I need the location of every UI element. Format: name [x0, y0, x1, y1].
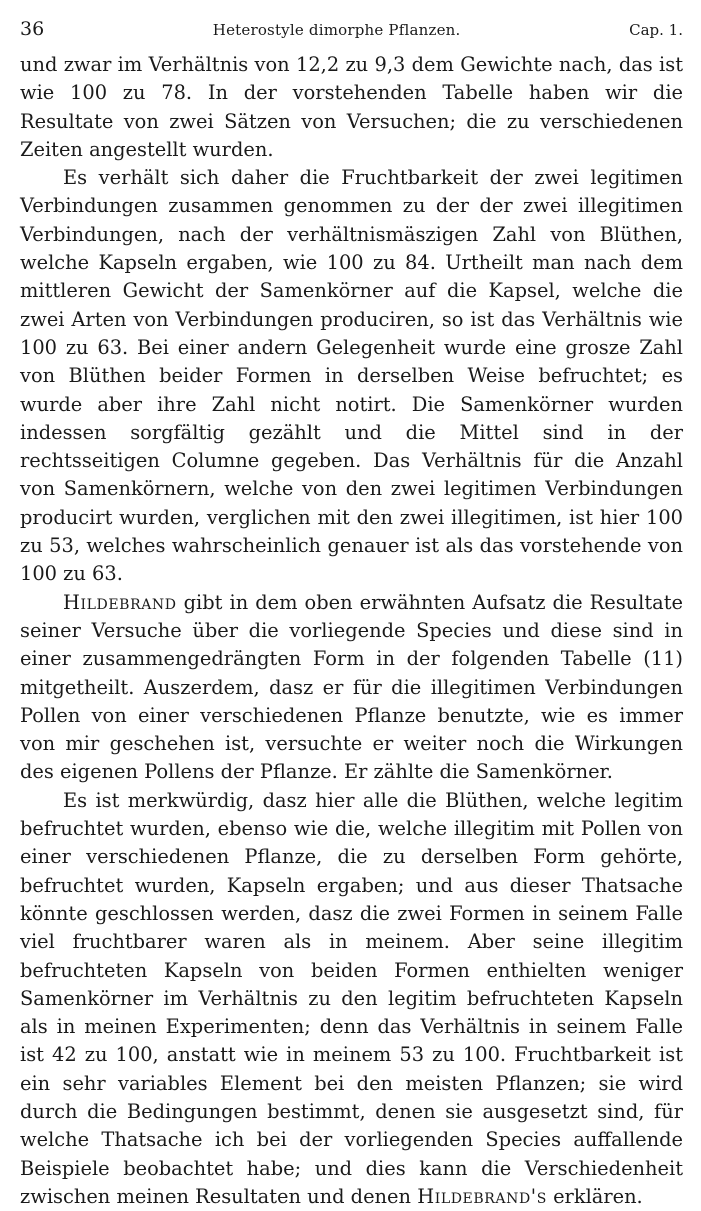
paragraph-text: Es ist merkwürdig, dasz hier alle die Blüthen, welche legitim befruchtet wurden, ebenso wie die, welche illegitim mit Pollen von einer verschiedenen Pflanze, die zu derselben Form gehörte, befruchtet wurden, Kapseln ergaben; und aus dieser Thatsache könnte geschlossen werden, dasz die zwei Formen in seinem Falle viel fruchtbarer waren als in meinem. Aber seine illegitim befruchteten Kapseln von beiden Formen enthielten weniger Samenkörner im Verhältnis zu den legitim befruchteten Kapseln als in meinen Experimenten; denn das Verhältnis in seinem Falle ist 42 zu 100, anstatt wie in meinem 53 zu 100. Fruchtbarkeit ist ein sehr variables Element bei den meisten Pflanzen; sie wird durch die Bedingungen bestimmt, denen sie ausgesetzt sind, für welche Thatsache ich bei der vorliegenden Species auffallende Beispiele beobachtet habe; und dies kann die Verschiedenheit zwischen meinen Resultaten und denen [20, 788, 683, 1208]
author-name-smallcaps: Hildebrand [63, 590, 177, 614]
chapter-reference: Cap. 1. [629, 21, 683, 39]
paragraph-text: und zwar im Verhältnis von 12,2 zu 9,3 dem Gewichte nach, das ist wie 100 zu 78. In der vorstehenden Tabelle haben wir die Resultate von zwei Sätzen von Versuchen; die zu verschiedenen Zeiten angestellt wurden. [20, 53, 683, 161]
body-text [20, 51, 683, 1211]
paragraph-1 [20, 51, 683, 164]
paragraph-text-end: erklären. [546, 1184, 643, 1208]
paragraph-text: Es verhält sich daher die Fruchtbarkeit der zwei legitimen Verbindungen zusammen genommen zu der der zwei illegitimen Verbindungen, nach der verhältnismäszigen Zahl von Blüthen, welche Kapseln ergaben, wie 100 zu 84. Urtheilt man nach dem mittleren Gewicht der Samenkörner auf die Kapsel, welche die zwei Arten von Verbindungen produciren, so ist das Verhältnis wie 100 zu 63. Bei einer andern Gelegenheit wurde eine grosze Zahl von Blüthen beider Formen in derselben Weise befruchtet; es wurde aber ihre Zahl nicht notirt. Die Samenkörner wurden indessen sorgfältig gezählt und die Mittel sind in der rechtsseitigen Columne gegeben. Das Verhältnis für die Anzahl von Samenkörnern, welche von den zwei legitimen Verbindungen producirt wurden, verglichen mit den zwei illegitimen, ist hier 100 zu 53, welches wahrscheinlich genauer ist als das vorstehende von 100 zu 63. [20, 166, 683, 586]
paragraph-3 [20, 589, 683, 787]
author-name-smallcaps: Hildebrand's [417, 1184, 547, 1208]
running-title: Heterostyle dimorphe Pflanzen. [212, 21, 461, 39]
page-number: 36 [20, 18, 45, 40]
paragraph-2 [20, 164, 683, 588]
running-header [20, 18, 683, 41]
paragraph-text: gibt in dem oben erwähnten Aufsatz die Resultate seiner Versuche über die vorliegende Species und diese sind in einer zusammengedrängten Form in der folgenden Tabelle (11) mitgetheilt. Auszerdem, dasz er für die illegitimen Verbindungen Pollen von einer verschiedenen Pflanze benutzte, wie es immer von mir geschehen ist, versuchte er weiter noch die Wirkungen des eigenen Pollens der Pflanze. Er zählte die Samenkörner. [20, 590, 683, 784]
paragraph-4 [20, 787, 683, 1211]
